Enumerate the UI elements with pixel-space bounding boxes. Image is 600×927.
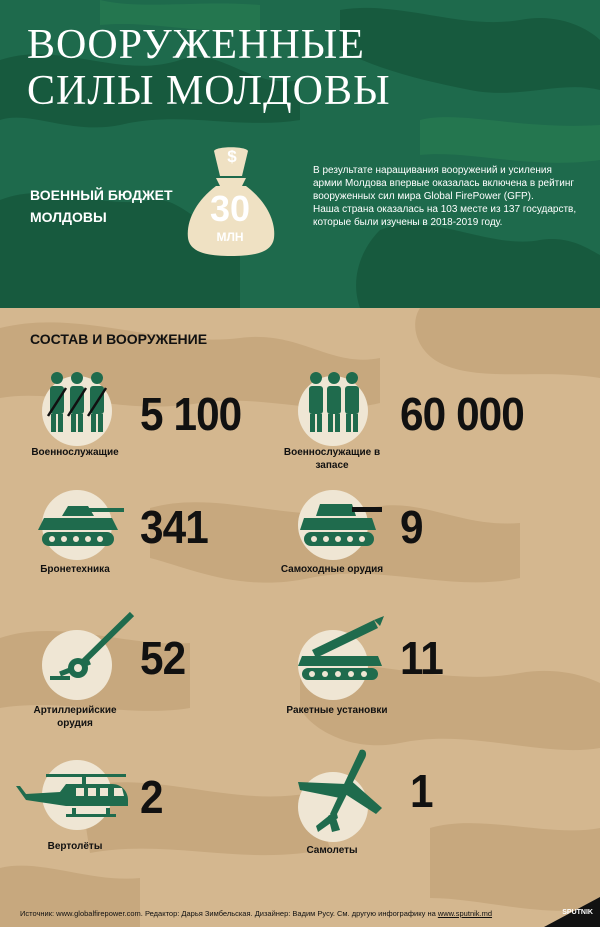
helicopter-value: 2 [140,771,163,823]
rocket-launcher-icon [298,612,388,682]
description [313,164,578,229]
self-propelled-gun-label: Самоходные орудия [280,564,384,575]
logo-text: SPUTNIK [562,909,593,916]
artillery-icon [40,610,136,684]
rocket-launcher-value: 11 [400,632,443,684]
footer-link[interactable]: www.sputnik.md [437,909,493,918]
armored-vehicle-label: Бронетехника [40,564,110,575]
artillery-label: Артиллерийские орудия [33,705,117,729]
self-propelled-gun-icon [300,498,384,550]
soldiers-icon [44,368,110,438]
reserve-soldiers-label: Военнослужащие в запасе [283,447,381,471]
airplane-value: 1 [410,765,433,817]
dollar-sign: $ [227,147,237,166]
reserve-soldiers-icon [304,368,364,438]
reserve-soldiers-value: 60 000 [400,388,524,440]
budget-amount: 30 [209,188,251,229]
rocket-launcher-label: Ракетные установки [286,705,388,716]
description-paragraph-1: В результате наращивания вооружений и усиления армии Молдова впервые оказалась включена в рейтинг вооруженных сил мира Global FirePower (GFP). [313,165,575,202]
armored-vehicle-icon [38,500,128,550]
helicopter-label: Вертолёты [47,841,103,852]
soldiers-value: 5 100 [140,388,242,440]
helicopter-icon [16,770,130,820]
page-title [27,22,391,114]
footer-credits: Источник: www.globalfirepower.com. Редактор: Дарья Зимбельская. Дизайнер: Вадим Русу. См. другую инфографику на [20,909,438,918]
airplane-label: Самолеты [306,845,358,856]
artillery-value: 52 [140,632,186,684]
armored-vehicle-value: 341 [140,501,208,553]
airplane-icon [296,748,386,834]
description-paragraph-2: Наша страна оказалась на 103 месте из 137 государств, которые были изучены в 2018-2019 году. [313,204,577,228]
budget-label: ВОЕННЫЙ БЮДЖЕТ МОЛДОВЫ [30,187,173,225]
self-propelled-gun-value: 9 [400,501,423,553]
soldiers-label: Военнослужащие [31,447,119,458]
footer [20,909,492,919]
page-title-line-2: СИЛЫ МОЛДОВЫ [27,68,391,114]
header-section [0,0,600,308]
section-title: СОСТАВ И ВООРУЖЕНИЕ [30,331,208,347]
page-title-line-1: ВООРУЖЕННЫЕ [27,22,365,68]
budget-unit: МЛН [216,230,244,244]
